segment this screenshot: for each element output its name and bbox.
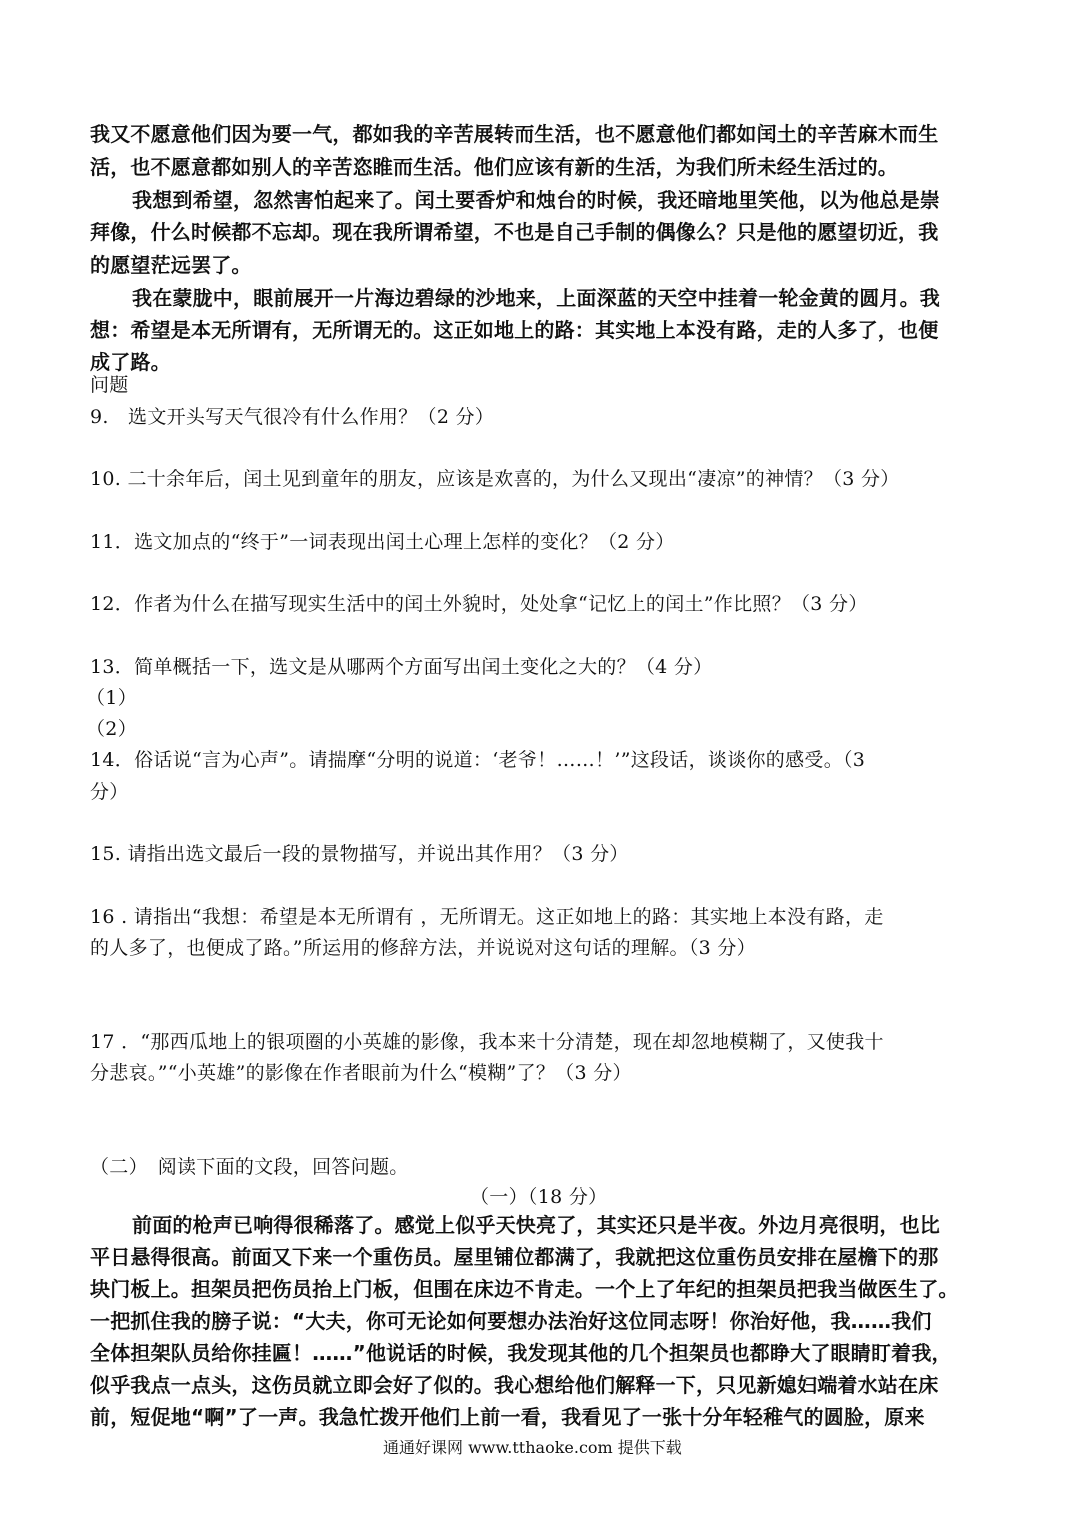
page-footer: 通通好课网 www.tthaoke.com 提供下载 <box>383 1438 682 1457</box>
question-12: 12．作者为什么在描写现实生活中的闰土外貌时，处处拿“记忆上的闰土”作比照？（3 分） <box>90 593 868 615</box>
question-17-cont: 分悲哀。”“小英雄”的影像在作者眼前为什么“模糊”了？（3 分） <box>90 1062 632 1084</box>
section2-subheading: （一）（18 分） <box>470 1186 608 1208</box>
question-9: 9. 选文开头写天气很冷有什么作用？（2 分） <box>90 406 495 428</box>
question-17: 17 ．“那西瓜地上的银项圈的小英雄的影像，我本来十分清楚，现在却忽地模糊了，又使我十 <box>90 1031 884 1053</box>
question-13-answer-2: （2） <box>86 718 137 740</box>
passage1-line: 的愿望茫远罢了。 <box>90 253 252 277</box>
passage2-line: 似乎我点一点头，这伤员就立即会好了似的。我心想给他们解释一下，只见新媳妇端着水站在床 <box>90 1373 939 1397</box>
question-11: 11．选文加点的“终于”一词表现出闰土心理上怎样的变化？（2 分） <box>90 531 675 553</box>
question-16-cont: 的人多了，也便成了路。”所运用的修辞方法，并说说对这句话的理解。（3 分） <box>90 937 756 959</box>
question-13: 13．简单概括一下，选文是从哪两个方面写出闰土变化之大的？（4 分） <box>90 656 713 678</box>
passage1-line: 我又不愿意他们因为要一气，都如我的辛苦展转而生活，也不愿意他们都如闰土的辛苦麻木而生 <box>90 122 939 146</box>
question-13-answer-1: （1） <box>86 687 137 709</box>
passage2-line: 前，短促地“啊”了一声。我急忙拨开他们上前一看，我看见了一张十分年轻稚气的圆脸，原来 <box>90 1405 925 1429</box>
passage2-line: 前面的枪声已响得很稀落了。感觉上似乎天快亮了，其实还只是半夜。外边月亮很明，也比 <box>132 1213 940 1237</box>
question-16: 16 . 请指出“我想：希望是本无所谓有 ，无所谓无。这正如地上的路：其实地上本没有路，走 <box>90 906 884 928</box>
section2-heading: （二） 阅读下面的文段，回答问题。 <box>90 1156 409 1178</box>
passage2-line: 块门板上。担架员把伤员抬上门板，但围在床边不肯走。一个上了年纪的担架员把我当做医生了。 <box>90 1277 959 1301</box>
passage1-line: 想：希望是本无所谓有，无所谓无的。这正如地上的路：其实地上本没有路，走的人多了，也便 <box>90 318 939 342</box>
question-15: 15. 请指出选文最后一段的景物描写，并说出其作用？（3 分） <box>90 843 629 865</box>
questions-heading: 问题 <box>90 374 129 396</box>
passage1-line: 成了路。 <box>90 350 171 374</box>
passage1-line: 我想到希望，忽然害怕起来了。闰土要香炉和烛台的时候，我还暗地里笑他，以为他总是崇 <box>132 188 940 212</box>
passage2-line: 平日悬得很高。前面又下来一个重伤员。屋里铺位都满了，我就把这位重伤员安排在屋檐下的那 <box>90 1245 939 1269</box>
question-14: 14．俗话说“言为心声”。请揣摩“分明的说道：‘老爷！……！’”这段话，谈谈你的感受。（3 <box>90 749 866 771</box>
passage2-line: 全体担架队员给你挂匾！……”他说话的时候，我发现其他的几个担架员也都睁大了眼睛盯着我， <box>90 1341 952 1365</box>
question-14-cont: 分） <box>90 781 129 803</box>
passage1-line: 拜像，什么时候都不忘却。现在我所谓希望，不也是自己手制的偶像么？只是他的愿望切近，我 <box>90 220 939 244</box>
question-10: 10. 二十余年后，闰土见到童年的朋友，应该是欢喜的，为什么又现出“凄凉”的神情？（3 分） <box>90 468 900 490</box>
passage1-line: 我在蒙胧中，眼前展开一片海边碧绿的沙地来，上面深蓝的天空中挂着一轮金黄的圆月。我 <box>132 286 940 310</box>
passage1-line: 活，也不愿意都如别人的辛苦恣睢而生活。他们应该有新的生活，为我们所未经生活过的。 <box>90 155 898 179</box>
passage2-line: 一把抓住我的膀子说：“大夫，你可无论如何要想办法治好这位同志呀！你治好他，我……我们 <box>90 1309 932 1333</box>
